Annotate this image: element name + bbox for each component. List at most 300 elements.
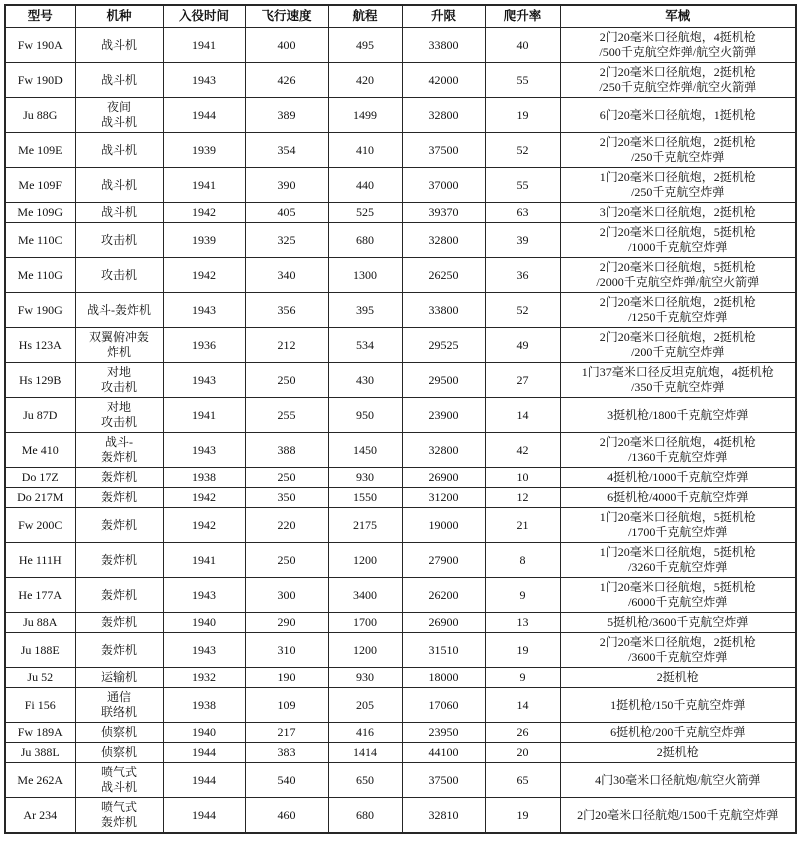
cell-line: /250千克航空炸弹: [631, 185, 725, 199]
cell-line: /3600千克航空炸弹: [628, 650, 728, 664]
cell-line: 攻击机: [100, 267, 137, 282]
cell-service-year: 1943: [163, 633, 245, 668]
cell-line: /2000千克航空炸弹/航空火箭弹: [596, 275, 760, 289]
cell-armament: [560, 133, 796, 168]
cell-range: 525: [328, 203, 402, 223]
cell-range: 1300: [328, 258, 402, 293]
cell-range: 1200: [328, 543, 402, 578]
cell-model: Fw 200C: [5, 508, 75, 543]
cell-ceiling: 18000: [402, 668, 485, 688]
cell-type: [75, 98, 163, 133]
cell-line: /250千克航空炸弹: [631, 150, 725, 164]
cell-armament: [560, 28, 796, 63]
cell-type: [75, 668, 163, 688]
column-header: 飞行速度: [245, 5, 328, 28]
table-row: [5, 763, 796, 798]
cell-type: [75, 578, 163, 613]
cell-model: Ju 87D: [5, 398, 75, 433]
table-row: [5, 133, 796, 168]
cell-range: 950: [328, 398, 402, 433]
cell-ceiling: 42000: [402, 63, 485, 98]
cell-speed: 350: [245, 488, 328, 508]
cell-service-year: 1944: [163, 763, 245, 798]
table-row: [5, 688, 796, 723]
table-row: [5, 488, 796, 508]
cell-ceiling: 37500: [402, 133, 485, 168]
cell-ceiling: 26900: [402, 468, 485, 488]
cell-type: [75, 688, 163, 723]
cell-line: /1360千克航空炸弹: [628, 450, 728, 464]
cell-model: Ar 234: [5, 798, 75, 834]
cell-range: 650: [328, 763, 402, 798]
cell-line: 攻击机: [100, 380, 137, 394]
cell-line: 1门20毫米口径航炮，5挺机枪: [599, 580, 756, 594]
cell-speed: 190: [245, 668, 328, 688]
cell-line: 轰炸机: [100, 615, 137, 629]
cell-ceiling: 33800: [402, 28, 485, 63]
column-header: 升限: [402, 5, 485, 28]
cell-service-year: 1938: [163, 468, 245, 488]
cell-climb-rate: 19: [485, 98, 560, 133]
table-row: [5, 203, 796, 223]
cell-model: Me 109F: [5, 168, 75, 203]
cell-line: 战斗机: [100, 177, 137, 192]
table-row: [5, 743, 796, 763]
cell-type: [75, 63, 163, 98]
cell-climb-rate: 9: [485, 668, 560, 688]
cell-speed: 212: [245, 328, 328, 363]
cell-type: [75, 508, 163, 543]
table-row: [5, 543, 796, 578]
cell-line: 喷气式: [100, 765, 137, 779]
table-row: [5, 328, 796, 363]
cell-range: 495: [328, 28, 402, 63]
cell-service-year: 1943: [163, 433, 245, 468]
cell-model: Me 109E: [5, 133, 75, 168]
table-row: [5, 508, 796, 543]
cell-range: 1414: [328, 743, 402, 763]
cell-service-year: 1941: [163, 543, 245, 578]
table-row: [5, 63, 796, 98]
cell-model: Me 410: [5, 433, 75, 468]
cell-climb-rate: 21: [485, 508, 560, 543]
cell-armament: [560, 223, 796, 258]
cell-range: 395: [328, 293, 402, 328]
cell-range: 3400: [328, 578, 402, 613]
cell-line: 对地: [106, 365, 131, 379]
cell-line: 4门30毫米口径航炮/航空火箭弹: [595, 772, 761, 787]
cell-climb-rate: 20: [485, 743, 560, 763]
cell-line: 1挺机枪/150千克航空炸弹: [610, 697, 746, 712]
cell-armament: [560, 258, 796, 293]
cell-speed: 325: [245, 223, 328, 258]
cell-ceiling: 23900: [402, 398, 485, 433]
cell-model: Me 109G: [5, 203, 75, 223]
cell-ceiling: 26200: [402, 578, 485, 613]
cell-range: 534: [328, 328, 402, 363]
cell-line: 2门20毫米口径航炮，2挺机枪: [599, 295, 756, 309]
cell-speed: 250: [245, 543, 328, 578]
cell-line: 战斗-轰炸机: [87, 302, 151, 317]
cell-ceiling: 32800: [402, 433, 485, 468]
cell-service-year: 1940: [163, 723, 245, 743]
cell-service-year: 1942: [163, 203, 245, 223]
cell-ceiling: 44100: [402, 743, 485, 763]
cell-range: 420: [328, 63, 402, 98]
cell-speed: 255: [245, 398, 328, 433]
cell-line: 2挺机枪: [656, 670, 699, 684]
cell-line: 3挺机枪/1800千克航空炸弹: [607, 407, 749, 422]
cell-type: [75, 328, 163, 363]
cell-service-year: 1944: [163, 98, 245, 133]
cell-line: /1700千克航空炸弹: [628, 525, 728, 539]
cell-climb-rate: 19: [485, 798, 560, 834]
cell-model: Hs 123A: [5, 328, 75, 363]
cell-climb-rate: 36: [485, 258, 560, 293]
cell-armament: [560, 508, 796, 543]
column-header: 爬升率: [485, 5, 560, 28]
column-header: 军械: [560, 5, 796, 28]
cell-line: 战斗机: [100, 780, 137, 794]
cell-climb-rate: 39: [485, 223, 560, 258]
cell-line: 战斗机: [100, 72, 137, 87]
cell-line: 3门20毫米口径航炮，2挺机枪: [599, 205, 756, 219]
cell-ceiling: 29525: [402, 328, 485, 363]
cell-armament: [560, 98, 796, 133]
cell-armament: [560, 468, 796, 488]
cell-type: [75, 28, 163, 63]
cell-line: 侦察机: [100, 725, 137, 739]
cell-armament: [560, 168, 796, 203]
table-body: [5, 28, 796, 834]
table-row: [5, 578, 796, 613]
cell-line: 轰炸机: [100, 587, 137, 602]
cell-type: [75, 258, 163, 293]
cell-ceiling: 32810: [402, 798, 485, 834]
cell-climb-rate: 55: [485, 63, 560, 98]
cell-climb-rate: 40: [485, 28, 560, 63]
cell-type: [75, 168, 163, 203]
column-header: 型号: [5, 5, 75, 28]
table-row: [5, 168, 796, 203]
cell-service-year: 1943: [163, 578, 245, 613]
cell-climb-rate: 55: [485, 168, 560, 203]
cell-line: /1000千克航空炸弹: [628, 240, 728, 254]
cell-line: 6挺机枪/200千克航空炸弹: [610, 725, 746, 739]
cell-service-year: 1943: [163, 363, 245, 398]
cell-line: 1门20毫米口径航炮，2挺机枪: [599, 170, 756, 184]
cell-ceiling: 39370: [402, 203, 485, 223]
cell-line: 1门20毫米口径航炮，5挺机枪: [599, 545, 756, 559]
cell-range: 410: [328, 133, 402, 168]
cell-climb-rate: 52: [485, 293, 560, 328]
cell-service-year: 1936: [163, 328, 245, 363]
cell-range: 416: [328, 723, 402, 743]
cell-service-year: 1941: [163, 28, 245, 63]
cell-range: 930: [328, 468, 402, 488]
cell-model: He 177A: [5, 578, 75, 613]
cell-range: 1200: [328, 633, 402, 668]
cell-climb-rate: 65: [485, 763, 560, 798]
cell-service-year: 1942: [163, 508, 245, 543]
cell-climb-rate: 13: [485, 613, 560, 633]
cell-armament: [560, 363, 796, 398]
cell-climb-rate: 52: [485, 133, 560, 168]
cell-line: 运输机: [100, 670, 137, 684]
cell-speed: 390: [245, 168, 328, 203]
cell-ceiling: 32800: [402, 223, 485, 258]
cell-speed: 220: [245, 508, 328, 543]
cell-armament: [560, 328, 796, 363]
cell-model: Ju 88A: [5, 613, 75, 633]
cell-line: /250千克航空炸弹/航空火箭弹: [599, 80, 757, 94]
cell-line: 2门20毫米口径航炮，5挺机枪: [599, 260, 756, 274]
cell-service-year: 1942: [163, 258, 245, 293]
cell-line: /1250千克航空炸弹: [628, 310, 728, 324]
cell-line: 2挺机枪: [656, 745, 699, 759]
cell-model: Fw 190D: [5, 63, 75, 98]
cell-line: 2门20毫米口径航炮，4挺机枪: [599, 30, 756, 44]
table-row: [5, 98, 796, 133]
table-row: [5, 468, 796, 488]
cell-line: 联络机: [100, 705, 137, 719]
table-row: [5, 258, 796, 293]
cell-line: 攻击机: [100, 232, 137, 247]
cell-line: /3260千克航空炸弹: [628, 560, 728, 574]
cell-ceiling: 31200: [402, 488, 485, 508]
cell-service-year: 1941: [163, 398, 245, 433]
cell-model: Fw 190A: [5, 28, 75, 63]
cell-line: 2门20毫米口径航炮，4挺机枪: [599, 435, 756, 449]
cell-service-year: 1940: [163, 613, 245, 633]
cell-ceiling: 27900: [402, 543, 485, 578]
cell-type: [75, 468, 163, 488]
cell-speed: 389: [245, 98, 328, 133]
cell-line: 2门20毫米口径航炮/1500千克航空炸弹: [577, 807, 779, 822]
cell-line: 6门20毫米口径航炮，1挺机枪: [599, 107, 756, 122]
cell-ceiling: 37000: [402, 168, 485, 203]
cell-armament: [560, 488, 796, 508]
cell-service-year: 1943: [163, 293, 245, 328]
cell-type: [75, 613, 163, 633]
cell-model: Hs 129B: [5, 363, 75, 398]
cell-type: [75, 433, 163, 468]
cell-range: 2175: [328, 508, 402, 543]
cell-line: 6挺机枪/4000千克航空炸弹: [607, 490, 749, 504]
cell-line: 通信: [106, 690, 131, 704]
cell-armament: [560, 668, 796, 688]
cell-line: 炸机: [106, 345, 131, 359]
cell-line: 轰炸机: [100, 552, 137, 567]
cell-speed: 109: [245, 688, 328, 723]
cell-range: 1499: [328, 98, 402, 133]
cell-type: [75, 543, 163, 578]
cell-line: 2门20毫米口径航炮，5挺机枪: [599, 225, 756, 239]
cell-speed: 383: [245, 743, 328, 763]
cell-climb-rate: 27: [485, 363, 560, 398]
cell-armament: [560, 398, 796, 433]
cell-model: He 111H: [5, 543, 75, 578]
cell-model: Do 217M: [5, 488, 75, 508]
cell-line: 2门20毫米口径航炮，2挺机枪: [599, 635, 756, 649]
header-row: [5, 5, 796, 28]
cell-type: [75, 293, 163, 328]
cell-service-year: 1932: [163, 668, 245, 688]
cell-type: [75, 203, 163, 223]
cell-speed: 250: [245, 468, 328, 488]
cell-type: [75, 133, 163, 168]
cell-armament: [560, 763, 796, 798]
table-row: [5, 668, 796, 688]
cell-armament: [560, 293, 796, 328]
cell-armament: [560, 543, 796, 578]
aircraft-table: [4, 4, 797, 834]
cell-line: 轰炸机: [100, 815, 137, 829]
cell-line: 喷气式: [100, 800, 137, 814]
cell-range: 680: [328, 223, 402, 258]
cell-line: 轰炸机: [100, 470, 137, 484]
cell-type: [75, 743, 163, 763]
cell-armament: [560, 613, 796, 633]
cell-climb-rate: 49: [485, 328, 560, 363]
cell-armament: [560, 743, 796, 763]
cell-line: 战斗机: [100, 115, 137, 129]
cell-range: 680: [328, 798, 402, 834]
table-row: [5, 293, 796, 328]
cell-model: Do 17Z: [5, 468, 75, 488]
cell-line: 侦察机: [100, 745, 137, 759]
cell-line: 战斗机: [100, 37, 137, 52]
cell-line: 战斗-: [105, 435, 133, 449]
cell-climb-rate: 14: [485, 398, 560, 433]
table-row: [5, 633, 796, 668]
cell-climb-rate: 26: [485, 723, 560, 743]
cell-model: Me 110G: [5, 258, 75, 293]
cell-climb-rate: 12: [485, 488, 560, 508]
cell-line: 2门20毫米口径航炮，2挺机枪: [599, 135, 756, 149]
cell-range: 440: [328, 168, 402, 203]
cell-ceiling: 32800: [402, 98, 485, 133]
cell-speed: 300: [245, 578, 328, 613]
cell-climb-rate: 14: [485, 688, 560, 723]
cell-line: /500千克航空炸弹/航空火箭弹: [599, 45, 757, 59]
cell-line: 4挺机枪/1000千克航空炸弹: [607, 470, 749, 484]
cell-speed: 217: [245, 723, 328, 743]
cell-type: [75, 633, 163, 668]
cell-line: 双翼俯冲轰: [88, 330, 149, 344]
cell-armament: [560, 203, 796, 223]
cell-service-year: 1944: [163, 743, 245, 763]
cell-type: [75, 398, 163, 433]
column-header: 机种: [75, 5, 163, 28]
cell-climb-rate: 9: [485, 578, 560, 613]
cell-speed: 460: [245, 798, 328, 834]
cell-line: 轰炸机: [100, 490, 137, 504]
cell-line: 2门20毫米口径航炮，2挺机枪: [599, 330, 756, 344]
cell-ceiling: 37500: [402, 763, 485, 798]
cell-line: 夜间: [106, 100, 131, 114]
table-row: [5, 223, 796, 258]
cell-model: Fw 189A: [5, 723, 75, 743]
cell-model: Me 110C: [5, 223, 75, 258]
cell-line: /200千克航空炸弹: [631, 345, 725, 359]
column-header: 入役时间: [163, 5, 245, 28]
cell-model: Ju 188E: [5, 633, 75, 668]
cell-range: 205: [328, 688, 402, 723]
cell-speed: 426: [245, 63, 328, 98]
cell-model: Ju 52: [5, 668, 75, 688]
cell-armament: [560, 578, 796, 613]
cell-line: 1门20毫米口径航炮，5挺机枪: [599, 510, 756, 524]
table-row: [5, 363, 796, 398]
cell-service-year: 1938: [163, 688, 245, 723]
cell-climb-rate: 63: [485, 203, 560, 223]
cell-type: [75, 723, 163, 743]
cell-speed: 354: [245, 133, 328, 168]
cell-ceiling: 23950: [402, 723, 485, 743]
cell-speed: 400: [245, 28, 328, 63]
table-row: [5, 28, 796, 63]
cell-speed: 356: [245, 293, 328, 328]
cell-line: 战斗机: [100, 205, 137, 219]
cell-model: Fi 156: [5, 688, 75, 723]
cell-speed: 340: [245, 258, 328, 293]
cell-speed: 250: [245, 363, 328, 398]
cell-model: Fw 190G: [5, 293, 75, 328]
cell-line: 2门20毫米口径航炮，2挺机枪: [599, 65, 756, 79]
cell-type: [75, 363, 163, 398]
cell-line: 战斗机: [100, 142, 137, 157]
cell-line: 5挺机枪/3600千克航空炸弹: [607, 615, 749, 629]
cell-ceiling: 17060: [402, 688, 485, 723]
cell-ceiling: 29500: [402, 363, 485, 398]
cell-type: [75, 223, 163, 258]
cell-armament: [560, 63, 796, 98]
cell-line: 对地: [106, 400, 131, 414]
cell-range: 1450: [328, 433, 402, 468]
cell-line: 攻击机: [100, 415, 137, 429]
cell-range: 1550: [328, 488, 402, 508]
cell-climb-rate: 19: [485, 633, 560, 668]
cell-ceiling: 26250: [402, 258, 485, 293]
cell-armament: [560, 798, 796, 834]
table-row: [5, 798, 796, 834]
cell-armament: [560, 723, 796, 743]
cell-line: /350千克航空炸弹: [631, 380, 725, 394]
cell-line: 轰炸机: [100, 517, 137, 532]
cell-service-year: 1942: [163, 488, 245, 508]
table-row: [5, 398, 796, 433]
table-row: [5, 433, 796, 468]
cell-armament: [560, 433, 796, 468]
table-row: [5, 723, 796, 743]
cell-service-year: 1939: [163, 223, 245, 258]
cell-model: Ju 388L: [5, 743, 75, 763]
cell-ceiling: 31510: [402, 633, 485, 668]
cell-speed: 290: [245, 613, 328, 633]
cell-model: Ju 88G: [5, 98, 75, 133]
cell-climb-rate: 10: [485, 468, 560, 488]
column-header: 航程: [328, 5, 402, 28]
cell-model: Me 262A: [5, 763, 75, 798]
table-row: [5, 613, 796, 633]
cell-speed: 388: [245, 433, 328, 468]
cell-service-year: 1941: [163, 168, 245, 203]
cell-line: 轰炸机: [100, 450, 137, 464]
cell-line: /6000千克航空炸弹: [628, 595, 728, 609]
cell-ceiling: 26900: [402, 613, 485, 633]
cell-range: 930: [328, 668, 402, 688]
